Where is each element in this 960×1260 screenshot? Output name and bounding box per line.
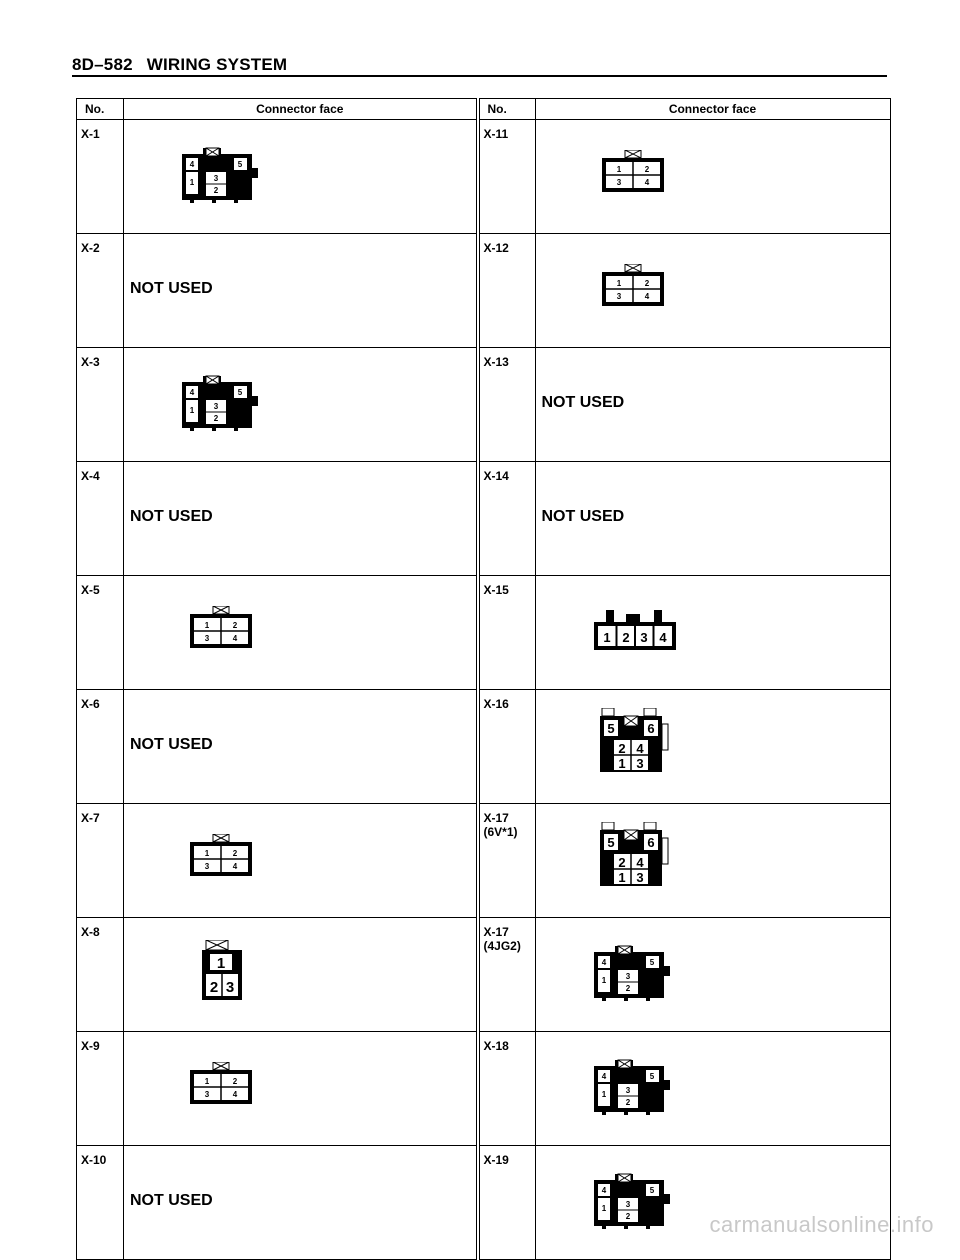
table-header-row: [77, 99, 891, 120]
connector-number: [77, 1146, 124, 1260]
pin-label: 2: [232, 1077, 238, 1086]
pin-label: 3: [204, 634, 210, 643]
connector-id: X-17: [483, 811, 509, 825]
not-used-label: NOT USED: [541, 508, 625, 525]
not-used-label: NOT USED: [130, 280, 213, 297]
pin-label: 1: [189, 406, 195, 415]
pin-label: 2: [232, 621, 238, 630]
pin-label: 6: [646, 835, 655, 850]
pin-label: 1: [204, 849, 210, 858]
pin-label: 3: [204, 862, 210, 871]
connector-face-cell: [535, 576, 890, 690]
connector-face-cell: [535, 462, 890, 576]
connector-id: X-6: [81, 697, 100, 711]
connector-number: [77, 1032, 124, 1146]
page-header: [72, 55, 287, 75]
connector-number: [478, 348, 536, 462]
pin-label: 4: [644, 292, 649, 301]
connector-face-cell: [535, 804, 890, 918]
pin-label: 3: [625, 972, 630, 981]
table-row: [77, 804, 891, 918]
pin-label: 2: [625, 1098, 630, 1107]
pin-label: 1: [616, 165, 621, 174]
connector-face-cell: [124, 804, 478, 918]
pin-label: 2: [209, 979, 219, 996]
connector-number: [478, 120, 536, 234]
connector-table: [76, 98, 891, 1260]
pin-label: 4: [601, 1186, 606, 1195]
pin-label: 5: [649, 958, 654, 967]
pin-label: 2: [617, 741, 626, 756]
connector-id: X-17: [483, 925, 509, 939]
connector-id: X-15: [483, 583, 509, 597]
connector-number: [478, 690, 536, 804]
connector-id: X-9: [81, 1039, 100, 1053]
connector-face-cell: [535, 690, 890, 804]
connector-number: [77, 690, 124, 804]
connector-id: X-18: [483, 1039, 509, 1053]
connector-variant: (4JG2): [483, 939, 521, 953]
pin-label: 4: [232, 862, 238, 871]
connector-face-cell: [124, 1032, 478, 1146]
pin-label: 3: [213, 402, 219, 411]
pin-label: 6: [646, 721, 655, 736]
connector-number: [77, 234, 124, 348]
connector-face-cell: [535, 1146, 890, 1260]
connector-six-pin-diagram: [600, 708, 670, 774]
connector-face-cell: [535, 348, 890, 462]
pin-label: 2: [213, 186, 219, 195]
connector-four-pin-diagram: [190, 1062, 252, 1104]
pin-label: 1: [216, 955, 226, 972]
pin-label: 4: [189, 388, 195, 397]
connector-variant: (6V*1): [483, 825, 518, 839]
pin-label: 5: [649, 1186, 654, 1195]
pin-label: 4: [635, 855, 644, 870]
pin-label: 3: [625, 1086, 630, 1095]
header-rule: [72, 75, 887, 77]
connector-id: X-19: [483, 1153, 509, 1167]
not-used-label: NOT USED: [130, 508, 213, 525]
pin-label: 1: [204, 621, 210, 630]
connector-three-pin-diagram: [202, 940, 242, 1000]
pin-label: 3: [616, 178, 621, 187]
pin-label: 5: [237, 160, 243, 169]
pin-label: 1: [617, 756, 626, 771]
table-row: [77, 234, 891, 348]
pin-label: 3: [635, 756, 644, 771]
connector-face-cell: [535, 120, 890, 234]
connector-id: X-8: [81, 925, 100, 939]
connector-four-pin-diagram: [190, 834, 252, 876]
connector-id: X-2: [81, 241, 100, 255]
connector-four-pin-diagram: [190, 606, 252, 648]
connector-face-cell: [124, 348, 478, 462]
connector-face-cell: [124, 918, 478, 1032]
pin-label: 1: [204, 1077, 210, 1086]
connector-row4-pin-diagram: [594, 610, 676, 650]
pin-label: 2: [644, 165, 649, 174]
pin-label: 3: [616, 292, 621, 301]
pin-label: 4: [601, 958, 606, 967]
pin-label: 2: [625, 984, 630, 993]
section-title: WIRING SYSTEM: [146, 55, 288, 74]
pin-label: 1: [189, 178, 195, 187]
connector-number: [478, 918, 536, 1032]
connector-number: [77, 348, 124, 462]
connector-four-pin-diagram: [602, 150, 664, 192]
pin-label: 3: [635, 870, 644, 885]
pin-label: 1: [601, 1090, 606, 1099]
connector-number: [478, 234, 536, 348]
not-used-label: NOT USED: [130, 1192, 213, 1209]
pin-label: 2: [617, 855, 626, 870]
pin-label: 2: [621, 630, 630, 645]
connector-id: X-12: [483, 241, 509, 255]
pin-label: 5: [606, 721, 615, 736]
connector-id: X-4: [81, 469, 100, 483]
page-number: 8D–582: [72, 55, 133, 74]
not-used-label: NOT USED: [541, 394, 625, 411]
pin-label: 2: [625, 1212, 630, 1221]
connector-five-pin-diagram: [594, 942, 672, 1002]
pin-label: 2: [213, 414, 219, 423]
table-row: [77, 462, 891, 576]
pin-label: 2: [232, 849, 238, 858]
connector-id: X-11: [483, 127, 509, 141]
not-used-label: NOT USED: [130, 736, 213, 753]
connector-number: [77, 918, 124, 1032]
connector-number: [478, 804, 536, 918]
connector-id: X-1: [81, 127, 100, 141]
pin-label: 4: [644, 178, 649, 187]
connector-number: [478, 1146, 536, 1260]
table-row: [77, 1146, 891, 1260]
col-header-face: Connector face: [124, 99, 478, 120]
pin-label: 3: [204, 1090, 210, 1099]
pin-label: 1: [601, 976, 606, 985]
pin-label: 5: [606, 835, 615, 850]
col-header-no: No.: [77, 99, 124, 120]
connector-id: X-14: [483, 469, 509, 483]
connector-face-cell: [124, 234, 478, 348]
pin-label: 3: [639, 630, 648, 645]
col-header-face-2: Connector face: [535, 99, 890, 120]
connector-five-pin-diagram: [182, 372, 260, 432]
footer-watermark: carmanualsonline.info: [709, 1212, 934, 1237]
connector-number: [478, 462, 536, 576]
pin-label: 4: [635, 741, 644, 756]
connector-face-cell: [124, 1146, 478, 1260]
connector-id: X-7: [81, 811, 100, 825]
connector-id: X-10: [81, 1153, 107, 1167]
table-row: [77, 120, 891, 234]
connector-face-cell: [124, 462, 478, 576]
connector-five-pin-diagram: [182, 144, 260, 204]
pin-label: 4: [601, 1072, 606, 1081]
connector-face-cell: [124, 690, 478, 804]
pin-label: 2: [644, 279, 649, 288]
connector-id: X-13: [483, 355, 509, 369]
connector-five-pin-diagram: [594, 1170, 672, 1230]
connector-id: X-16: [483, 697, 509, 711]
table-row: [77, 348, 891, 462]
pin-label: 1: [616, 279, 621, 288]
connector-id: X-3: [81, 355, 100, 369]
connector-number: [478, 1032, 536, 1146]
pin-label: 1: [601, 1204, 606, 1213]
connector-face-cell: [535, 1032, 890, 1146]
col-header-no-2: No.: [478, 99, 536, 120]
table-row: [77, 918, 891, 1032]
connector-number: [77, 576, 124, 690]
pin-label: 3: [213, 174, 219, 183]
connector-number: [77, 462, 124, 576]
connector-face-cell: [124, 120, 478, 234]
table-row: [77, 690, 891, 804]
connector-four-pin-diagram: [602, 264, 664, 306]
connector-number: [478, 576, 536, 690]
pin-label: 4: [232, 1090, 238, 1099]
pin-label: 4: [658, 630, 667, 645]
connector-face-cell: [124, 576, 478, 690]
connector-number: [77, 804, 124, 918]
pin-label: 1: [617, 870, 626, 885]
pin-label: 3: [225, 979, 235, 996]
connector-face-cell: [535, 918, 890, 1032]
pin-label: 4: [232, 634, 238, 643]
connector-number: [77, 120, 124, 234]
pin-label: 5: [649, 1072, 654, 1081]
connector-id: X-5: [81, 583, 100, 597]
connector-face-cell: [535, 234, 890, 348]
connector-six-pin-diagram: [600, 822, 670, 888]
pin-label: 3: [625, 1200, 630, 1209]
connector-five-pin-diagram: [594, 1056, 672, 1116]
pin-label: 4: [189, 160, 195, 169]
table-row: [77, 576, 891, 690]
pin-label: 1: [602, 630, 611, 645]
pin-label: 5: [237, 388, 243, 397]
table-row: [77, 1032, 891, 1146]
